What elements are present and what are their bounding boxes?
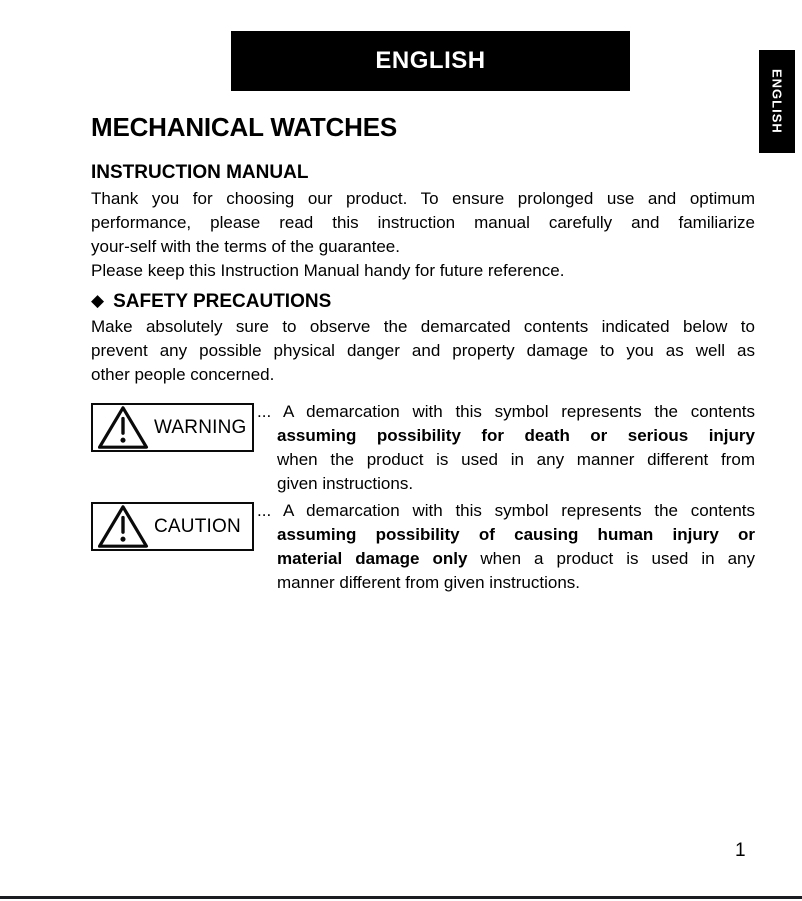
intro-paragraph-1 — [91, 187, 755, 259]
text-line: manner different from given instructions. — [277, 573, 580, 592]
page-number: 1 — [735, 840, 746, 861]
language-banner — [231, 31, 630, 91]
language-banner-label: ENGLISH — [375, 47, 486, 74]
warning-label: WARNING — [154, 416, 247, 438]
safety-paragraph — [91, 315, 755, 387]
intro-paragraph-2 — [91, 259, 755, 283]
safety-precautions-heading-row — [91, 291, 755, 313]
text-line: assuming possibility for death or serious injury — [277, 426, 755, 445]
side-language-tab-label: ENGLISH — [769, 69, 785, 134]
instruction-manual-heading: INSTRUCTION MANUAL — [91, 162, 309, 183]
text-line: Thank you for choosing our product. To ensure prolonged use and optimum — [91, 189, 755, 208]
caution-description — [257, 499, 755, 595]
text-line: assuming possibility of causing human injury or — [277, 525, 755, 544]
side-language-tab — [759, 50, 795, 153]
warning-triangle-icon — [96, 504, 150, 549]
warning-triangle-icon — [96, 405, 150, 450]
text-line: material damage only when a product is used in any — [277, 549, 755, 568]
text-line: given instructions. — [277, 474, 414, 493]
text-line: prevent any possible physical danger and property damage to you as well as — [91, 341, 755, 360]
warning-description — [257, 400, 755, 496]
warning-box — [91, 403, 254, 452]
safety-precautions-heading: SAFETY PRECAUTIONS — [113, 291, 332, 312]
text-line: performance, please read this instruction manual carefully and familiarize — [91, 213, 755, 232]
page-title: MECHANICAL WATCHES — [91, 112, 397, 142]
footer-rule — [0, 896, 802, 899]
text-line: other people concerned. — [91, 365, 275, 384]
warning-row — [91, 403, 755, 496]
text-line: when the product is used in any manner different from — [277, 450, 755, 469]
caution-label: CAUTION — [154, 515, 241, 537]
text-line: ... A demarcation with this symbol represents the contents — [257, 402, 755, 421]
text-line: Make absolutely sure to observe the demarcated contents indicated below to — [91, 317, 755, 336]
text-line: Please keep this Instruction Manual handy for future reference. — [91, 261, 565, 280]
page-content — [91, 112, 755, 595]
caution-row — [91, 502, 755, 595]
text-line: ... A demarcation with this symbol represents the contents — [257, 501, 755, 520]
text-line: your-self with the terms of the guarantee. — [91, 237, 400, 256]
caution-box — [91, 502, 254, 551]
diamond-bullet-icon: ◆ — [91, 291, 105, 310]
